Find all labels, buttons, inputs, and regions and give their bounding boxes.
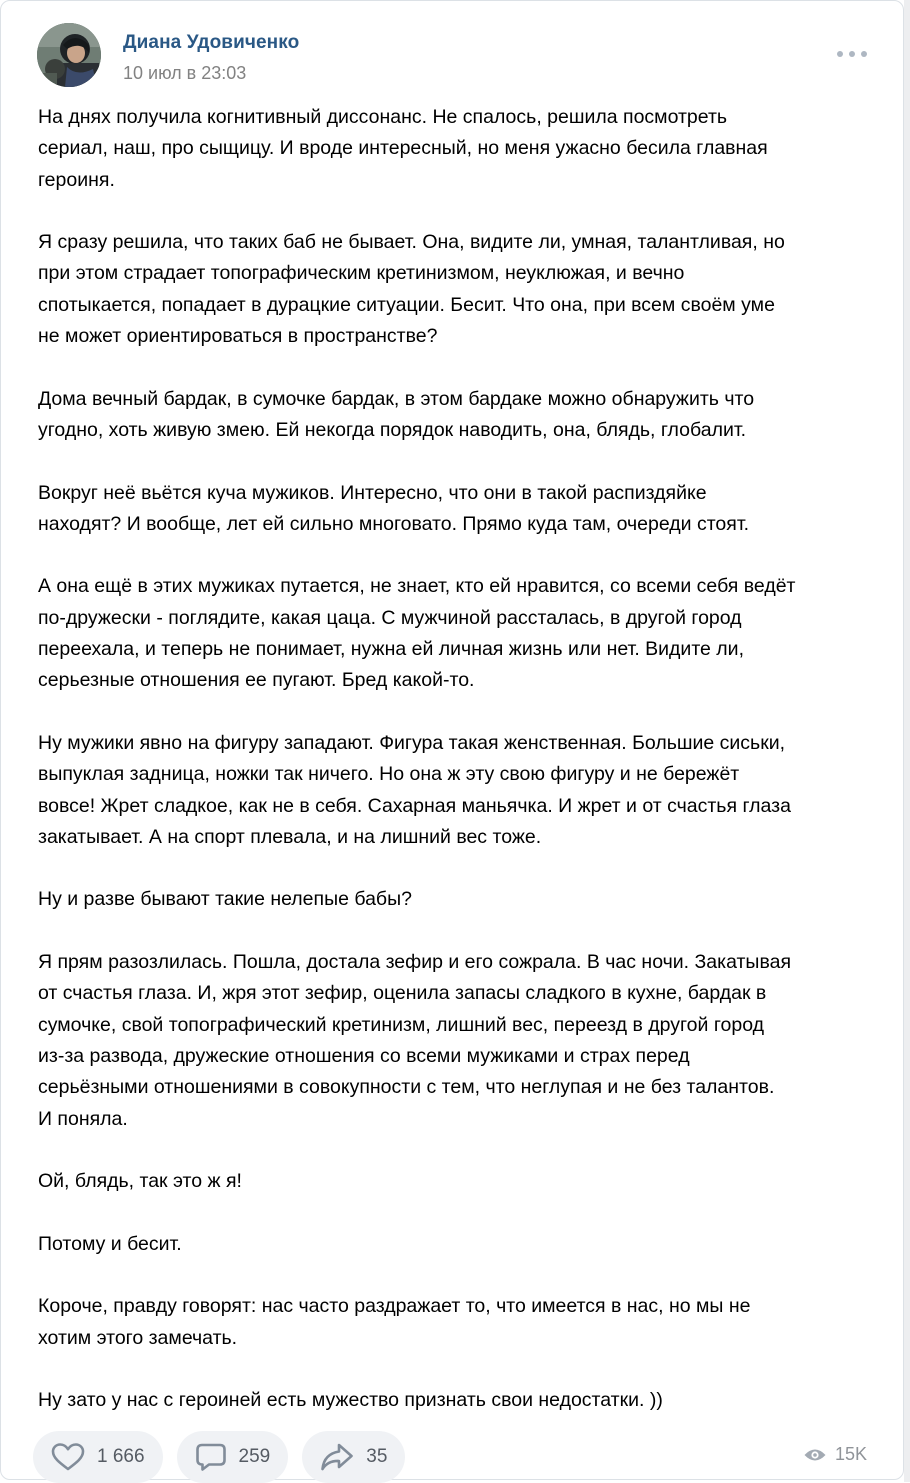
heart-icon	[51, 1442, 85, 1472]
page-edge	[904, 0, 910, 1482]
more-dot	[837, 51, 843, 57]
share-count: 35	[366, 1446, 388, 1467]
views-count: 15K	[834, 1444, 867, 1464]
eye-icon	[803, 1447, 827, 1463]
more-dot	[861, 51, 867, 57]
comment-button[interactable]	[177, 1431, 289, 1483]
comment-count: 259	[238, 1446, 271, 1467]
post-paragraph-5: А она ещё в этих мужиках путается, не знает, кто ей нравится, со всеми себя ведёт по-дружески - поглядите, какая цаца. С мужчиной рассталась, в другой город переехала, и теперь не понимает, нужна ей личная жизнь или нет. Видите ли, серьезные отношения ее пугают. Бред какой-то.	[38, 575, 796, 692]
post-paragraph-12: Ну зато у нас с героиней есть мужество признать свои недостатки. ))	[38, 1389, 663, 1412]
share-button[interactable]	[302, 1431, 405, 1483]
more-dot	[849, 51, 855, 57]
post-paragraph-10: Потому и бесит.	[38, 1232, 182, 1255]
post-paragraph-4: Вокруг неё вьётся куча мужиков. Интересно, что они в такой распиздяйке находят? И вообще, лет ей сильно многовато. Прямо куда там, очереди стоят.	[38, 481, 750, 535]
post-text	[38, 102, 888, 1416]
post-paragraph-7: Ну и разве бывают такие нелепые бабы?	[38, 888, 412, 911]
comment-bubble-icon	[195, 1442, 227, 1472]
post-paragraph-9: Ой, блядь, так это ж я!	[38, 1170, 242, 1193]
post-paragraph-8: Я прям разозлилась. Пошла, достала зефир и его сожрала. В час ночи. Закатывая от счастья глаза. И, жря этот зефир, оценила запасы сладкого в кухне, бардак в сумочке, свой топографический кретинизм, лишний вес, переезд в другой город из-за развода, дружеские отношения со всеми мужиками и страх перед серьёзными отношениями в совокупности с тем, что неглупая и не без талантов. И поняла.	[38, 951, 791, 1130]
more-dots-icon[interactable]	[837, 47, 867, 61]
views-counter	[803, 1444, 867, 1465]
post-actions	[33, 1431, 405, 1483]
post-date[interactable]: 10 июл в 23:03	[123, 63, 247, 83]
post-paragraph-1: На днях получила когнитивный диссонанс. Не спалось, решила посмотреть сериал, наш, про сыщицу. И вроде интересный, но меня ужасно бесила главная героиня.	[38, 106, 768, 191]
avatar[interactable]	[37, 23, 101, 87]
author-name[interactable]: Диана Удовиченко	[123, 32, 300, 53]
post-header	[37, 23, 873, 93]
post-paragraph-6: Ну мужики явно на фигуру западают. Фигура такая женственная. Большие сиськи, выпуклая задница, ножки так ничего. Но она ж эту свою фигуру и не бережёт вовсе! Жрет сладкое, как не в себя. Сахарная маньячка. И жрет и от счастья глаза закатывает. А на спорт плевала, и на лишний вес тоже.	[38, 731, 791, 848]
share-arrow-icon	[320, 1442, 354, 1472]
post-paragraph-2: Я сразу решила, что таких баб не бывает. Она, видите ли, умная, талантливая, но при этом страдает топографическим кретинизмом, неуклюжая, и вечно спотыкается, попадает в дурацкие ситуации. Бесит. Что она, при всем своём уме не может ориентироваться в пространстве?	[38, 231, 785, 348]
like-button[interactable]	[33, 1431, 163, 1483]
post-paragraph-3: Дома вечный бардак, в сумочке бардак, в этом бардаке можно обнаружить что угодно, хоть живую змею. Ей некогда порядок наводить, она, блядь, глобалит.	[38, 387, 755, 441]
avatar-photo	[37, 23, 101, 87]
like-count: 1 666	[97, 1446, 145, 1467]
post-paragraph-11: Короче, правду говорят: нас часто раздражает то, что имеется в нас, но мы не хотим этого замечать.	[38, 1295, 751, 1349]
